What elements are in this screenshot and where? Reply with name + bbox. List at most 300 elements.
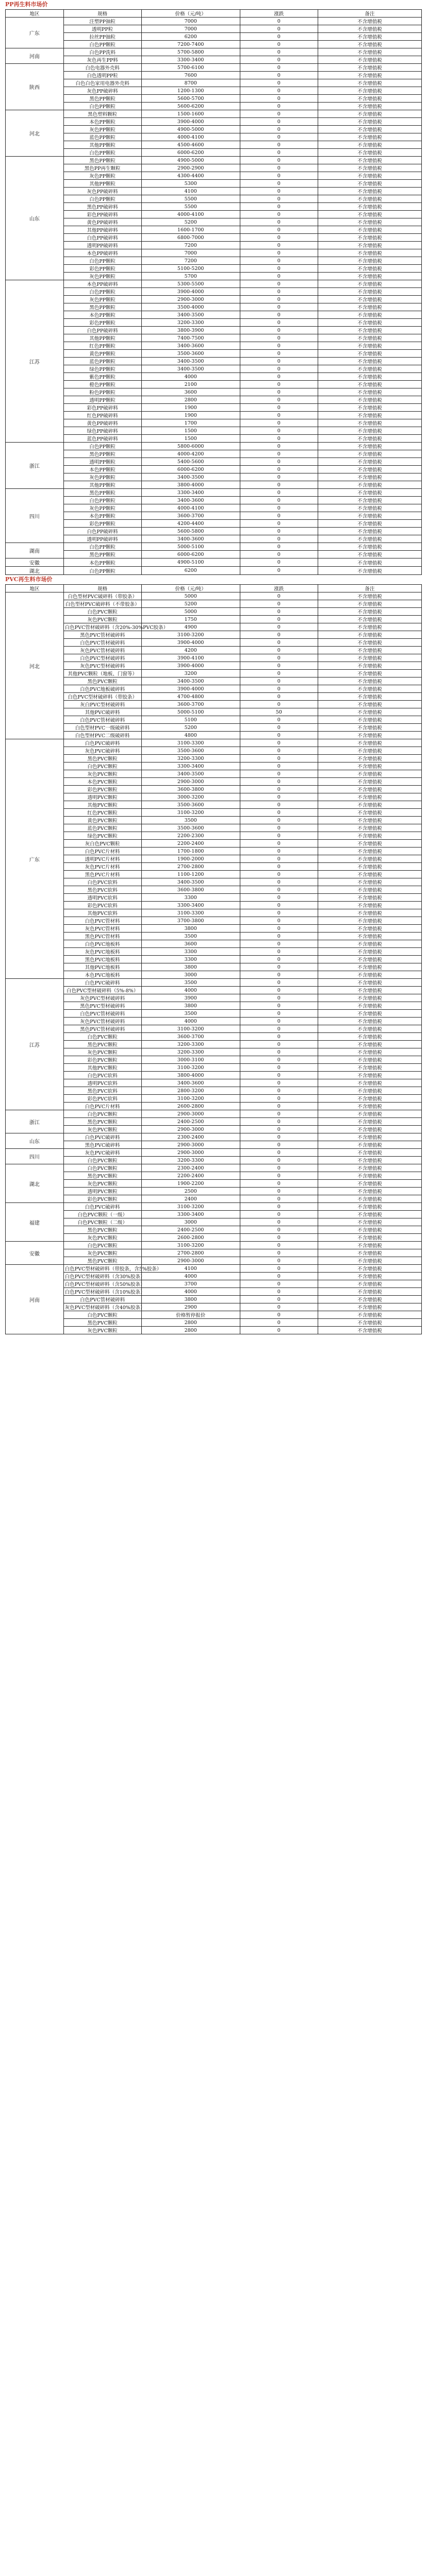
region-cell: 浙江 <box>6 443 64 489</box>
price-cell: 3100-3200 <box>141 1025 240 1033</box>
spec-cell: 本色PVC颗粒 <box>63 778 141 786</box>
table-row <box>6 188 422 195</box>
note-cell: 不含增值税 <box>318 373 421 381</box>
table-row <box>6 473 422 481</box>
spec-cell: 透明PP颗粒 <box>63 458 141 466</box>
note-cell: 不含增值税 <box>318 489 421 497</box>
note-cell: 不含增值税 <box>318 133 421 141</box>
spec-cell: 灰色PP破碎料 <box>63 188 141 195</box>
note-cell: 不含增值税 <box>318 1041 421 1048</box>
note-cell: 不含增值税 <box>318 296 421 303</box>
table-row <box>6 1157 422 1164</box>
note-cell: 不含增值税 <box>318 894 421 902</box>
price-cell: 3600-3700 <box>141 512 240 520</box>
spec-cell: 彩色PVC软料 <box>63 902 141 909</box>
note-cell: 不含增值税 <box>318 103 421 110</box>
table-row <box>6 1203 422 1211</box>
spec-cell: 白色PVC破碎料 <box>63 979 141 987</box>
change-cell: 0 <box>240 755 318 762</box>
table-row <box>6 103 422 110</box>
column-header: 价格（元/吨） <box>141 10 240 18</box>
spec-cell: 白色PP颗粒 <box>63 567 141 575</box>
change-cell: 0 <box>240 1087 318 1095</box>
note-cell: 不含增值税 <box>318 1002 421 1010</box>
spec-cell: 白色PVC颗粒 <box>63 608 141 616</box>
change-cell: 0 <box>240 180 318 188</box>
price-cell: 3200-3300 <box>141 1157 240 1164</box>
spec-cell: 彩色PP颗粒 <box>63 520 141 528</box>
spec-cell: 白色PVC地板破碎料 <box>63 685 141 693</box>
table-row <box>6 762 422 770</box>
change-cell: 0 <box>240 670 318 677</box>
note-cell: 不含增值税 <box>318 126 421 133</box>
price-cell: 3200-3300 <box>141 1048 240 1056</box>
change-cell: 0 <box>240 172 318 180</box>
table-row <box>6 79 422 87</box>
note-cell: 不含增值税 <box>318 33 421 41</box>
change-cell: 0 <box>240 242 318 249</box>
price-cell: 4300-4400 <box>141 172 240 180</box>
note-cell: 不含增值税 <box>318 654 421 662</box>
price-cell: 6000-6200 <box>141 551 240 558</box>
price-cell: 2900-3000 <box>141 1141 240 1149</box>
change-cell: 0 <box>240 327 318 334</box>
note-cell: 不含增值税 <box>318 342 421 350</box>
table-row <box>6 450 422 458</box>
price-cell: 6000-6200 <box>141 466 240 473</box>
note-cell: 不含增值税 <box>318 1288 421 1296</box>
note-cell: 不含增值税 <box>318 512 421 520</box>
price-cell: 3400-3600 <box>141 497 240 504</box>
change-cell: 0 <box>240 458 318 466</box>
change-cell: 0 <box>240 902 318 909</box>
price-cell: 3600 <box>141 940 240 948</box>
price-cell: 3100-3200 <box>141 631 240 639</box>
spec-cell: 其他PVC地板料 <box>63 963 141 971</box>
change-cell: 0 <box>240 917 318 925</box>
price-cell: 3400-3500 <box>141 878 240 886</box>
price-cell: 3300-3400 <box>141 489 240 497</box>
table-row <box>6 1257 422 1265</box>
note-cell: 不含增值税 <box>318 631 421 639</box>
note-cell: 不含增值税 <box>318 755 421 762</box>
table-row <box>6 817 422 824</box>
price-cell: 3800 <box>141 1002 240 1010</box>
note-cell: 不含增值税 <box>318 149 421 157</box>
note-cell: 不含增值税 <box>318 1141 421 1149</box>
change-cell: 0 <box>240 358 318 365</box>
table-row <box>6 110 422 118</box>
spec-cell: 灰色PVC颗粒 <box>63 616 141 623</box>
spec-cell: 其他PVC颗粒 <box>63 801 141 809</box>
change-cell: 0 <box>240 925 318 933</box>
change-cell: 0 <box>240 1133 318 1141</box>
table-row <box>6 1280 422 1288</box>
change-cell: 0 <box>240 647 318 654</box>
price-cell: 7200 <box>141 242 240 249</box>
spec-cell: 彩色PVC颗粒 <box>63 1195 141 1203</box>
table-row <box>6 662 422 670</box>
change-cell: 50 <box>240 708 318 716</box>
note-cell: 不含增值税 <box>318 809 421 817</box>
price-cell: 3900-4000 <box>141 288 240 296</box>
note-cell: 不含增值税 <box>318 1056 421 1064</box>
table-row <box>6 670 422 677</box>
spec-cell: 白色PVC颗粒 <box>63 1157 141 1164</box>
spec-cell: 白色白色家用电器外壳料 <box>63 79 141 87</box>
note-cell: 不含增值税 <box>318 693 421 701</box>
note-cell: 不含增值税 <box>318 647 421 654</box>
table-row <box>6 1188 422 1195</box>
change-cell: 0 <box>240 1218 318 1226</box>
price-cell: 2400-2500 <box>141 1118 240 1126</box>
price-cell: 3100-3200 <box>141 1242 240 1249</box>
note-cell: 不含增值税 <box>318 41 421 48</box>
spec-cell: 白色PVC型材破碎料（含10%胶条） <box>63 1288 141 1296</box>
price-cell: 2800 <box>141 1319 240 1327</box>
spec-cell: 白色PP破碎料 <box>63 327 141 334</box>
price-cell: 3800 <box>141 1296 240 1303</box>
spec-cell: 灰色PVC颗粒 <box>63 1180 141 1188</box>
change-cell: 0 <box>240 404 318 412</box>
change-cell: 0 <box>240 288 318 296</box>
table-row <box>6 592 422 600</box>
table-row <box>6 1195 422 1203</box>
table-row <box>6 809 422 817</box>
change-cell: 0 <box>240 520 318 528</box>
note-cell: 不含增值税 <box>318 87 421 95</box>
table-row <box>6 141 422 149</box>
spec-cell: 透明PVC颗粒 <box>63 1188 141 1195</box>
table-row <box>6 1211 422 1218</box>
table-row <box>6 685 422 693</box>
table-row <box>6 242 422 249</box>
table-row <box>6 1180 422 1188</box>
price-table <box>5 584 422 1334</box>
price-cell: 价格暂停报价 <box>141 1311 240 1319</box>
note-cell: 不含增值税 <box>318 1033 421 1041</box>
spec-cell: 黑色PP颗粒 <box>63 303 141 311</box>
spec-cell: 白色PVC破碎料 <box>63 1203 141 1211</box>
spec-cell: 黑色PVC颗粒 <box>63 1226 141 1234</box>
table-row <box>6 296 422 303</box>
spec-cell: 白色PP洗料 <box>63 48 141 56</box>
spec-cell: 本色PP颗粒 <box>63 512 141 520</box>
note-cell: 不含增值税 <box>318 311 421 319</box>
price-cell: 2900-3000 <box>141 1257 240 1265</box>
note-cell: 不含增值税 <box>318 592 421 600</box>
price-cell: 4500-4600 <box>141 141 240 149</box>
note-cell: 不含增值税 <box>318 458 421 466</box>
change-cell: 0 <box>240 350 318 358</box>
spec-cell: 黑色PVC片材料 <box>63 871 141 878</box>
table-row <box>6 1327 422 1334</box>
spec-cell: 白色PVC片材料 <box>63 1103 141 1110</box>
table-header-row <box>6 10 422 18</box>
note-cell: 不含增值税 <box>318 762 421 770</box>
table-row <box>6 203 422 211</box>
price-cell: 3900-4000 <box>141 662 240 670</box>
table-row <box>6 381 422 388</box>
change-cell: 0 <box>240 512 318 520</box>
spec-cell: 白色PVC颗粒 <box>63 1242 141 1249</box>
spec-cell: 其他PVC软料 <box>63 909 141 917</box>
change-cell: 0 <box>240 558 318 567</box>
table-row <box>6 1087 422 1095</box>
note-cell: 不含增值税 <box>318 708 421 716</box>
table-row <box>6 987 422 994</box>
change-cell: 0 <box>240 133 318 141</box>
price-cell: 1500-1600 <box>141 110 240 118</box>
price-cell: 2800 <box>141 396 240 404</box>
change-cell: 0 <box>240 1056 318 1064</box>
note-cell: 不含增值税 <box>318 79 421 87</box>
spec-cell: 透明PVC软料 <box>63 894 141 902</box>
table-row <box>6 832 422 840</box>
table-row <box>6 41 422 48</box>
price-cell: 5700-5800 <box>141 48 240 56</box>
price-cell: 7200-7400 <box>141 41 240 48</box>
table-row <box>6 56 422 64</box>
note-cell: 不含增值税 <box>318 1149 421 1157</box>
price-cell: 3300-3400 <box>141 1211 240 1218</box>
spec-cell: 其他PP颗粒 <box>63 481 141 489</box>
note-cell: 不含增值税 <box>318 902 421 909</box>
spec-cell: 灰色PVC破碎料 <box>63 747 141 755</box>
spec-cell: 白色PP颗粒 <box>63 149 141 157</box>
column-header: 涨跌 <box>240 10 318 18</box>
change-cell: 0 <box>240 95 318 103</box>
change-cell: 0 <box>240 72 318 79</box>
section-title: PVC再生料市场价 <box>5 576 53 583</box>
price-cell: 3200-3300 <box>141 755 240 762</box>
price-cell: 3100-3200 <box>141 1203 240 1211</box>
spec-cell: 黑色PVC破碎料 <box>63 1141 141 1149</box>
table-row <box>6 909 422 917</box>
table-row <box>6 211 422 218</box>
price-cell: 3500 <box>141 979 240 987</box>
change-cell: 0 <box>240 551 318 558</box>
note-cell: 不含增值税 <box>318 242 421 249</box>
spec-cell: 彩色PVC软料 <box>63 1095 141 1103</box>
price-cell: 3800-3900 <box>141 327 240 334</box>
change-cell: 0 <box>240 427 318 435</box>
spec-cell: 灰色再生PP料 <box>63 56 141 64</box>
table-header-row <box>6 585 422 592</box>
spec-cell: 白色型材PVC二级破碎料 <box>63 732 141 739</box>
price-cell: 3500-3600 <box>141 350 240 358</box>
note-cell: 不含增值税 <box>318 435 421 443</box>
price-cell: 3500 <box>141 933 240 940</box>
note-cell: 不含增值税 <box>318 56 421 64</box>
table-row <box>6 1010 422 1018</box>
note-cell: 不含增值税 <box>318 832 421 840</box>
change-cell: 0 <box>240 412 318 419</box>
table-row <box>6 801 422 809</box>
spec-cell: 白色型材PVC一级破碎料 <box>63 724 141 732</box>
table-row <box>6 654 422 662</box>
change-cell: 0 <box>240 1110 318 1118</box>
price-cell: 3600-3800 <box>141 786 240 793</box>
table-row <box>6 489 422 497</box>
spec-cell: 黄色PP颗粒 <box>63 350 141 358</box>
region-cell: 河南 <box>6 48 64 64</box>
table-row <box>6 164 422 172</box>
price-cell: 5300-5500 <box>141 280 240 288</box>
note-cell: 不含增值税 <box>318 443 421 450</box>
spec-cell: 白色PP颗粒 <box>63 257 141 265</box>
change-cell: 0 <box>240 1157 318 1164</box>
change-cell: 0 <box>240 226 318 234</box>
change-cell: 0 <box>240 824 318 832</box>
spec-cell: 注塑PP抽粒 <box>63 18 141 25</box>
note-cell: 不含增值税 <box>318 404 421 412</box>
spec-cell: 白色PVC管材破碎料 <box>63 1010 141 1018</box>
note-cell: 不含增值税 <box>318 848 421 855</box>
change-cell: 0 <box>240 1257 318 1265</box>
note-cell: 不含增值税 <box>318 350 421 358</box>
note-cell: 不含增值税 <box>318 1327 421 1334</box>
table-row <box>6 878 422 886</box>
change-cell: 0 <box>240 365 318 373</box>
note-cell: 不含增值税 <box>318 670 421 677</box>
table-row <box>6 1118 422 1126</box>
spec-cell: 白色PVC型材破碎料（带胶条） <box>63 693 141 701</box>
region-cell: 山东 <box>6 1133 64 1149</box>
table-row <box>6 647 422 654</box>
spec-cell: 透明PP颗粒 <box>63 396 141 404</box>
table-row <box>6 1064 422 1072</box>
price-cell: 3400-3600 <box>141 1079 240 1087</box>
price-cell: 3500-3600 <box>141 801 240 809</box>
spec-cell: 白色透明PP粒 <box>63 72 141 79</box>
spec-cell: 白色PP颗粒 <box>63 543 141 551</box>
price-cell: 3300-3400 <box>141 902 240 909</box>
change-cell: 0 <box>240 1280 318 1288</box>
price-cell: 3400-3500 <box>141 358 240 365</box>
spec-cell: 其他PP颗粒 <box>63 141 141 149</box>
change-cell: 0 <box>240 631 318 639</box>
change-cell: 0 <box>240 685 318 693</box>
spec-cell: 黑色PVC颗粒 <box>63 1118 141 1126</box>
table-row <box>6 265 422 273</box>
table-row <box>6 1234 422 1242</box>
table-row <box>6 226 422 234</box>
table-row <box>6 319 422 327</box>
note-cell: 不含增值税 <box>318 234 421 242</box>
change-cell: 0 <box>240 211 318 218</box>
price-cell: 4200-4400 <box>141 520 240 528</box>
spec-cell: 红色PP颗粒 <box>63 342 141 350</box>
price-cell: 3700-3800 <box>141 917 240 925</box>
spec-cell: 黑色PVC颗粒 <box>63 1041 141 1048</box>
price-cell: 3900-4100 <box>141 654 240 662</box>
note-cell: 不含增值税 <box>318 662 421 670</box>
spec-cell: 黑色PVC地板料 <box>63 956 141 963</box>
region-cell: 安徽 <box>6 558 64 567</box>
table-row <box>6 778 422 786</box>
spec-cell: 白色电器外壳料 <box>63 64 141 72</box>
table-row <box>6 724 422 732</box>
region-cell: 四川 <box>6 489 64 543</box>
spec-cell: 白色PVC管材破碎料（含20%-30%PVC胶条） <box>63 623 141 631</box>
price-cell: 2900 <box>141 1303 240 1311</box>
table-row <box>6 497 422 504</box>
price-cell: 5500 <box>141 195 240 203</box>
price-cell: 5200 <box>141 724 240 732</box>
change-cell: 0 <box>240 87 318 95</box>
spec-cell: 灰色PVC颗粒 <box>63 1126 141 1133</box>
spec-cell: 白色PVC管材料 <box>63 917 141 925</box>
change-cell: 0 <box>240 994 318 1002</box>
table-row <box>6 739 422 747</box>
note-cell: 不含增值税 <box>318 793 421 801</box>
price-cell: 1500 <box>141 427 240 435</box>
spec-cell: 白色PP颗粒 <box>63 41 141 48</box>
spec-cell: 红色PVC颗粒 <box>63 809 141 817</box>
table-row <box>6 172 422 180</box>
price-cell: 3700 <box>141 1280 240 1288</box>
spec-cell: 白色PVC颗粒 <box>63 1110 141 1118</box>
note-cell: 不含增值税 <box>318 504 421 512</box>
table-row <box>6 118 422 126</box>
change-cell: 0 <box>240 701 318 708</box>
table-row <box>6 1218 422 1226</box>
price-cell: 7000 <box>141 25 240 33</box>
table-row <box>6 273 422 280</box>
spec-cell: 灰色PVC颗粒 <box>63 1327 141 1334</box>
spec-cell: 黑色PP颗粒 <box>63 95 141 103</box>
change-cell: 0 <box>240 110 318 118</box>
change-cell: 0 <box>240 1118 318 1126</box>
change-cell: 0 <box>240 257 318 265</box>
table-row <box>6 1249 422 1257</box>
change-cell: 0 <box>240 909 318 917</box>
note-cell: 不含增值税 <box>318 25 421 33</box>
table-row <box>6 365 422 373</box>
note-cell: 不含增值税 <box>318 1110 421 1118</box>
price-cell: 6800-7000 <box>141 234 240 242</box>
note-cell: 不含增值税 <box>318 528 421 535</box>
spec-cell: 白色型材PVC破碎料（不带胶条） <box>63 600 141 608</box>
table-row <box>6 551 422 558</box>
note-cell: 不含增值税 <box>318 288 421 296</box>
table-row <box>6 25 422 33</box>
note-cell: 不含增值税 <box>318 778 421 786</box>
price-cell: 2600-2800 <box>141 1103 240 1110</box>
change-cell: 0 <box>240 724 318 732</box>
price-cell: 5000-5100 <box>141 543 240 551</box>
price-cell: 5500 <box>141 203 240 211</box>
spec-cell: 灰色PP颗粒 <box>63 126 141 133</box>
column-header: 备注 <box>318 10 421 18</box>
spec-cell: 黑色PP颗粒 <box>63 489 141 497</box>
price-cell: 2800 <box>141 1327 240 1334</box>
change-cell: 0 <box>240 188 318 195</box>
spec-cell: 本色PP破碎料 <box>63 280 141 288</box>
change-cell: 0 <box>240 886 318 894</box>
note-cell: 不含增值税 <box>318 1188 421 1195</box>
price-cell: 3300-3400 <box>141 56 240 64</box>
table-row <box>6 1103 422 1110</box>
table-row <box>6 1072 422 1079</box>
price-cell: 5200 <box>141 218 240 226</box>
price-cell: 5100 <box>141 716 240 724</box>
change-cell: 0 <box>240 848 318 855</box>
spec-cell: 白色PVC型材破碎料（含30%胶条） <box>63 1273 141 1280</box>
spec-cell: 白色PVC管材破碎料 <box>63 639 141 647</box>
price-cell: 5800-6000 <box>141 443 240 450</box>
